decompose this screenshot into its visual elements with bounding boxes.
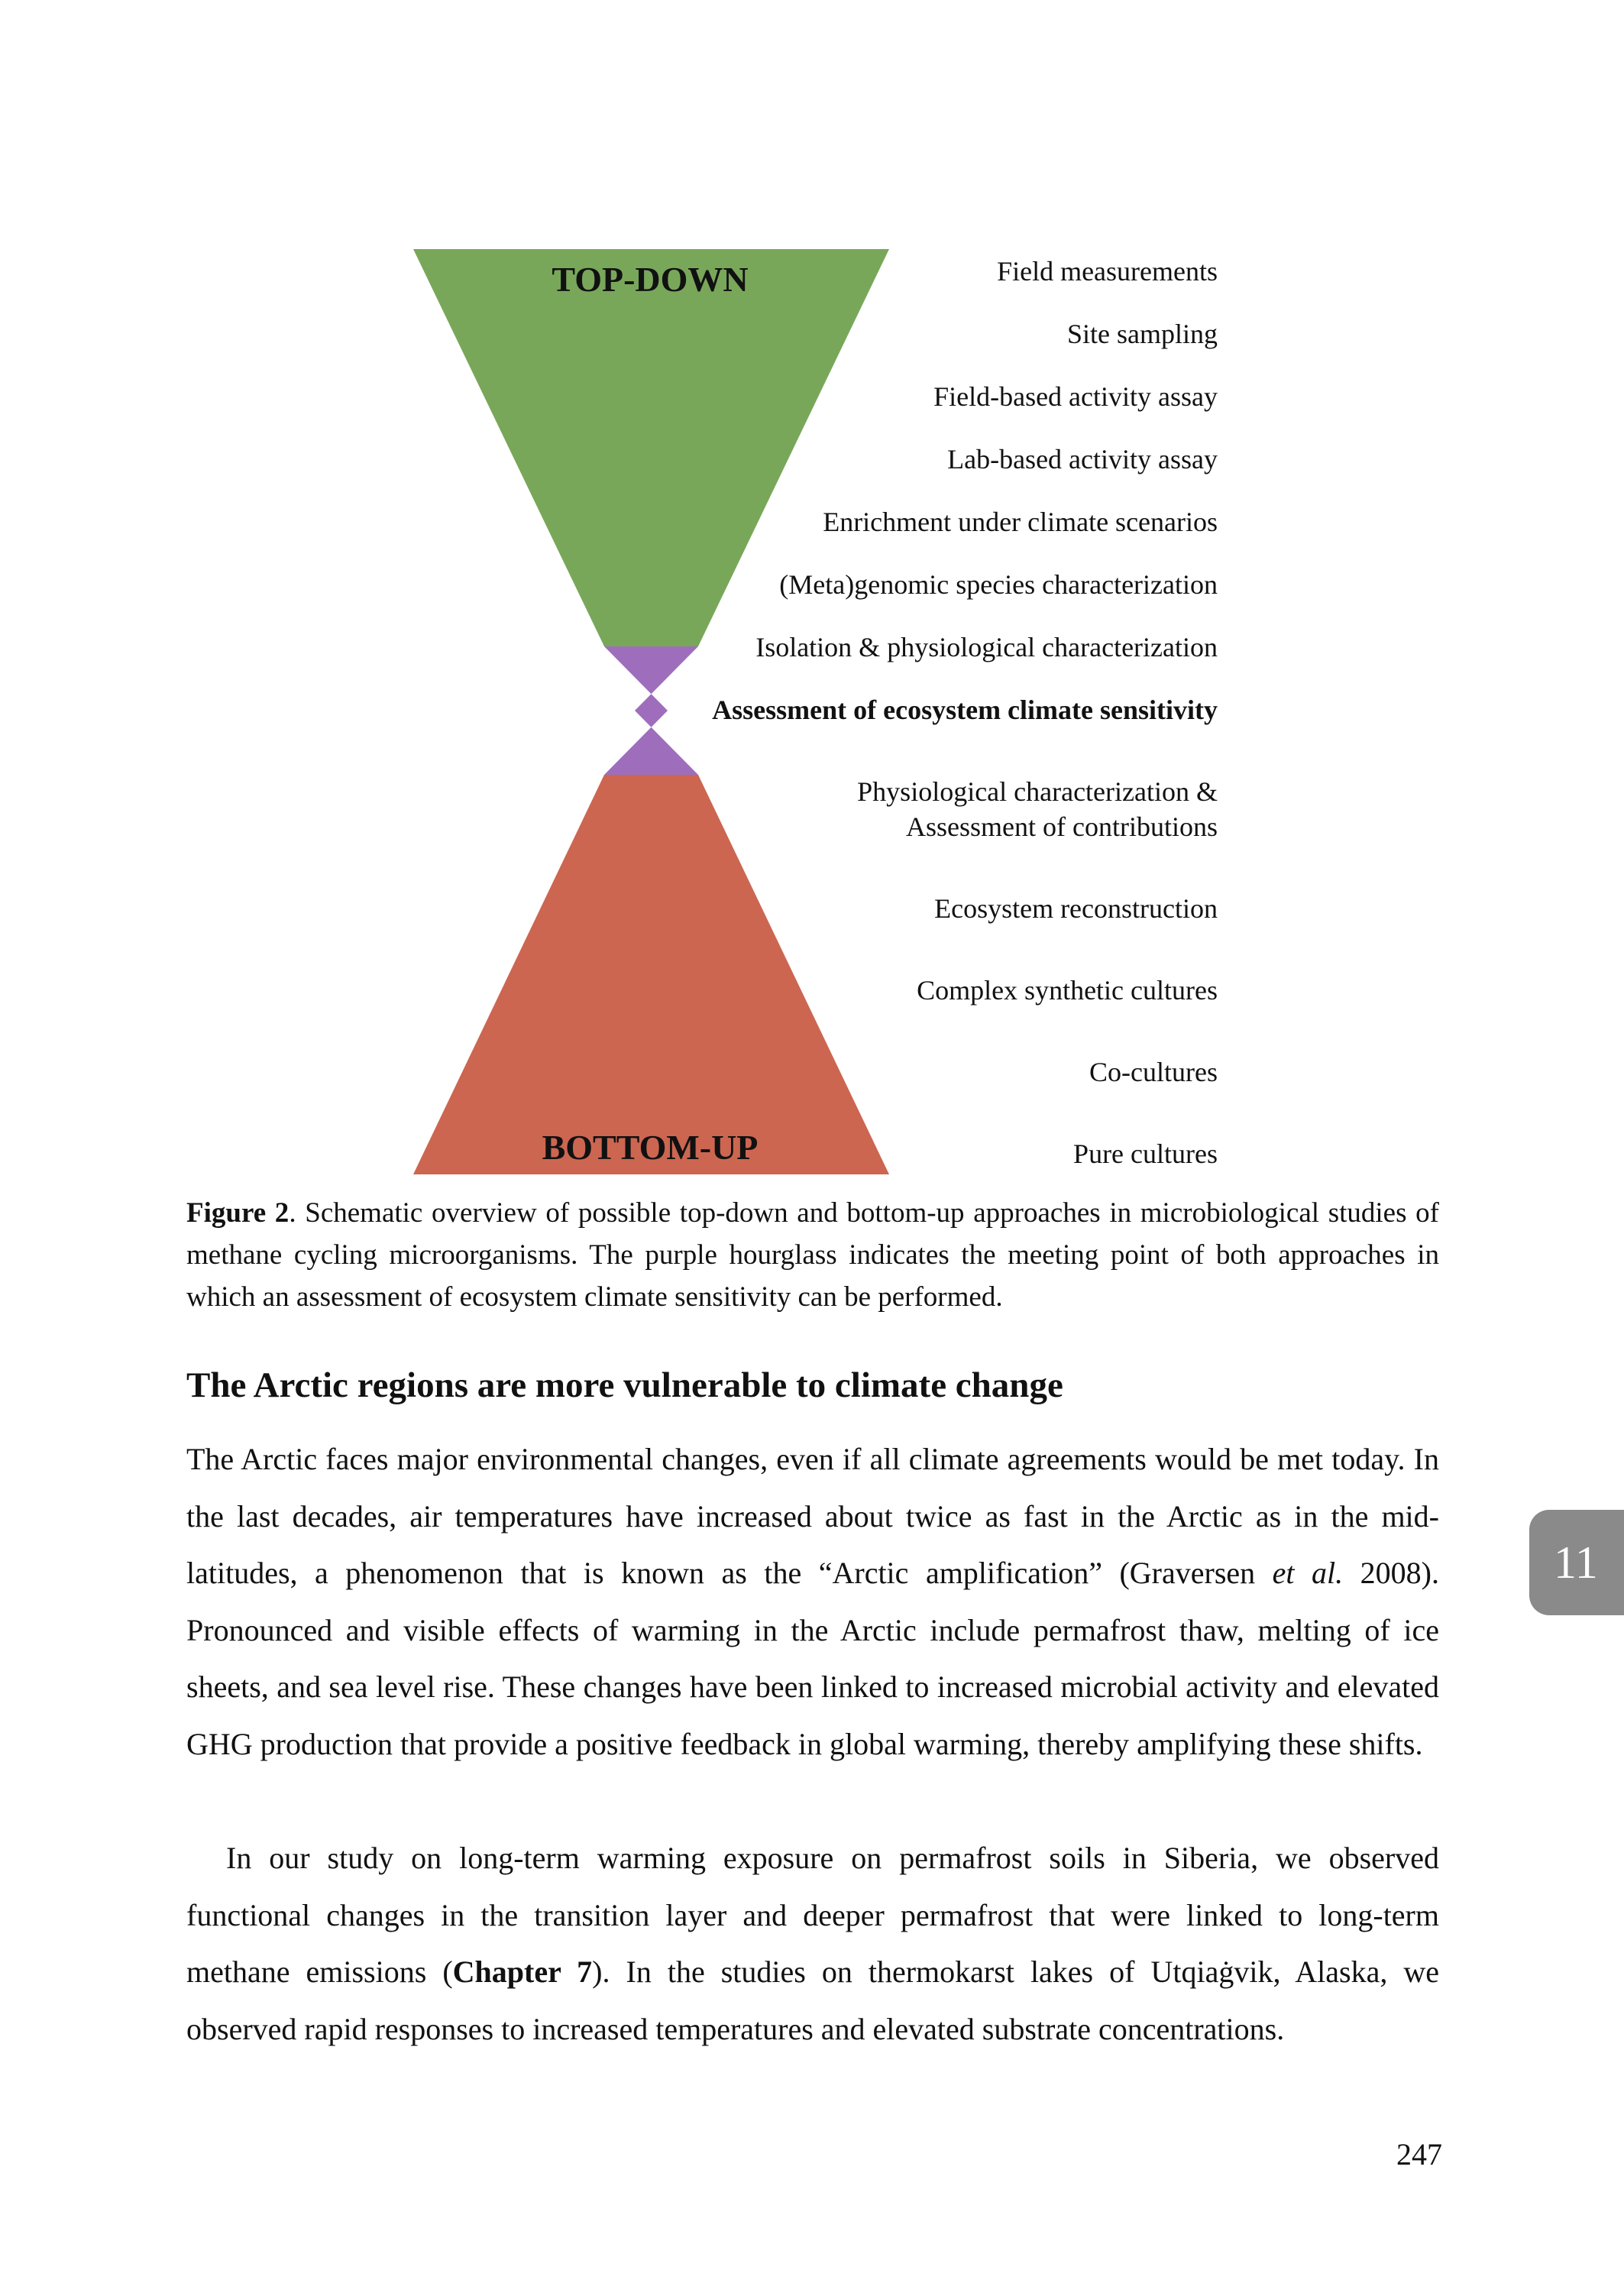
citation-et-al: et al.	[1272, 1556, 1344, 1590]
step-metagenomic-characterization: (Meta)genomic species characterization	[779, 569, 1218, 600]
chapter-tab-number: 11	[1554, 1537, 1598, 1588]
bottom-up-label: BOTTOM-UP	[542, 1128, 759, 1167]
body-paragraph-1-part-a: The Arctic faces major environmental changes, even if all climate agreements would be met today. In the last decades, air temperatures have increased about twice as fast in the Arctic as in the mid-latitudes, a phenomenon that is known as the “Arctic amplification” (Graversen	[186, 1442, 1439, 1590]
step-field-activity-assay: Field-based activity assay	[933, 381, 1218, 412]
step-physiological-characterization: Physiological characterization &	[857, 776, 1218, 807]
step-assessment-contributions: Assessment of contributions	[906, 811, 1218, 842]
figure-caption-label: Figure 2	[186, 1197, 290, 1229]
step-field-measurements: Field measurements	[997, 256, 1218, 287]
step-site-sampling: Site sampling	[1067, 319, 1218, 349]
body-paragraph-1	[186, 1431, 1439, 1773]
purple-hourglass	[604, 646, 698, 775]
step-complex-synthetic-cultures: Complex synthetic cultures	[917, 975, 1218, 1006]
body-paragraph-2-part-a: In our study on long-term warming exposure on permafrost soils in Siberia, we observed functional changes in the transition layer and deeper permafrost that were linked to long-term methane emissions (	[186, 1841, 1439, 1989]
step-enrichment: Enrichment under climate scenarios	[823, 507, 1218, 537]
page-number: 247	[1396, 2137, 1442, 2172]
chapter-reference: Chapter 7	[452, 1955, 593, 1989]
step-isolation: Isolation & physiological characterization	[755, 632, 1218, 662]
step-pure-cultures: Pure cultures	[1073, 1138, 1218, 1169]
step-ecosystem-sensitivity: Assessment of ecosystem climate sensitivity	[712, 695, 1218, 725]
top-down-label: TOP-DOWN	[552, 260, 749, 299]
chapter-tab	[1529, 1510, 1624, 1615]
body-paragraph-1-part-b: 2008). Pronounced and visible effects of warming in the Arctic include permafrost thaw, melting of ice sheets, and sea level rise. These changes have been linked to increased microbial activity and elevated GHG production that provide a positive feedback in global warming, thereby amplifying these shifts.	[186, 1556, 1439, 1761]
step-ecosystem-reconstruction: Ecosystem reconstruction	[934, 893, 1218, 924]
figure-caption-text: . Schematic overview of possible top-down and bottom-up approaches in microbiological studies of methane cycling microorganisms. The purple hourglass indicates the meeting point of both approaches in which an assessment of ecosystem climate sensitivity can be performed.	[186, 1197, 1439, 1313]
step-lab-activity-assay: Lab-based activity assay	[947, 444, 1218, 474]
section-heading: The Arctic regions are more vulnerable to climate change	[186, 1365, 1063, 1405]
bottom-up-triangle	[413, 775, 889, 1174]
step-co-cultures: Co-cultures	[1089, 1057, 1218, 1087]
figure-caption	[186, 1192, 1439, 1318]
body-paragraph-2	[186, 1830, 1439, 2058]
body-paragraph-2-part-b: ). In the studies on thermokarst lakes of Utqiaġvik, Alaska, we observed rapid responses to increased temperatures and elevated substrate concentrations.	[186, 1955, 1440, 2046]
